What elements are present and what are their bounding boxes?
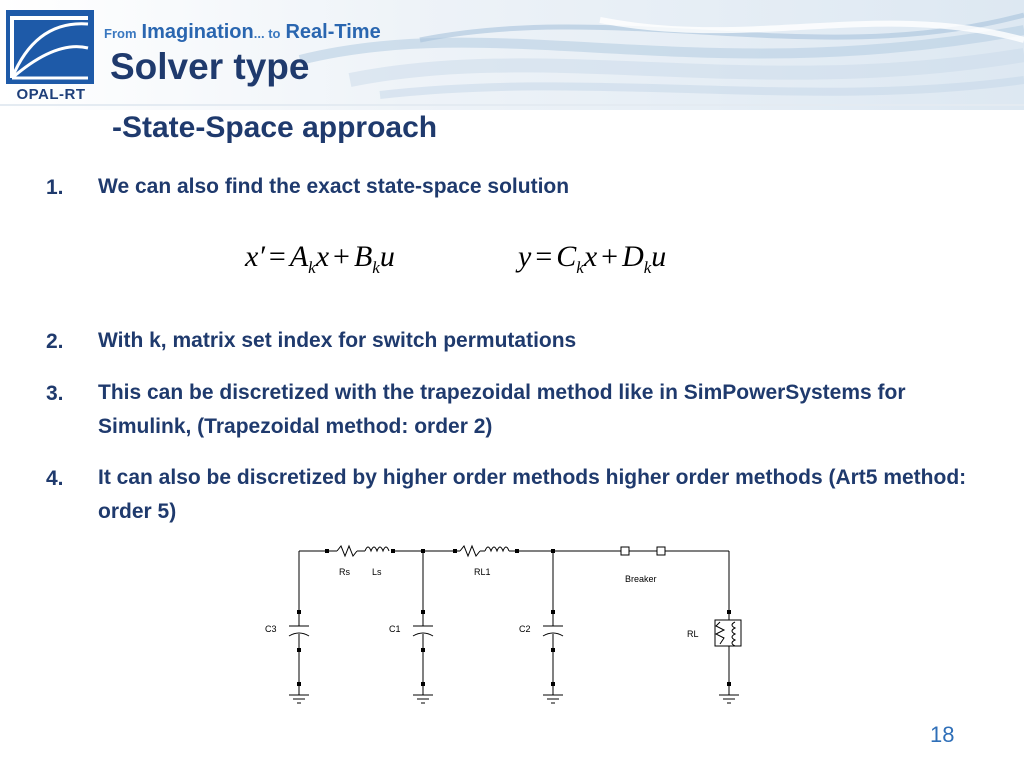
- logo-text: OPAL-RT: [16, 86, 86, 103]
- list-item-text: This can be discretized with the trapezoidal method like in SimPowerSystems for Simulink, (Trapezoidal method: order 2): [98, 381, 906, 438]
- eq-operator: +: [601, 240, 619, 273]
- eq-operator: =: [268, 240, 286, 273]
- eq-term: C: [556, 240, 577, 273]
- eq-term: y: [518, 240, 532, 273]
- page-number: 18: [930, 722, 955, 747]
- eq-term: x: [315, 240, 330, 273]
- tagline-from: From: [104, 26, 137, 41]
- slide-title: Solver type: [110, 46, 310, 87]
- tagline-realtime: Real-Time: [285, 21, 381, 43]
- list-item-number: 4.: [46, 467, 64, 490]
- logo-mark: [6, 10, 94, 84]
- slide-subtitle: -State-Space approach: [112, 111, 438, 144]
- eq-operator: =: [535, 240, 553, 273]
- list-item-text: It can also be discretized by higher order methods higher order methods (Art5 method: order 5): [98, 466, 967, 523]
- list-item-number: 2.: [46, 330, 64, 353]
- eq-term: x: [583, 240, 598, 273]
- eq-subscript: k: [372, 258, 380, 277]
- list-item-text: With k, matrix set index for switch permutations: [98, 329, 577, 352]
- circuit-diagram: [255, 540, 775, 710]
- list-item-number: 1.: [46, 176, 64, 199]
- eq-subscript: k: [643, 258, 652, 277]
- label-rs: Rs: [339, 567, 350, 577]
- eq-term: D: [622, 240, 644, 273]
- label-rl: RL: [687, 629, 699, 639]
- eq-operator: +: [333, 240, 350, 273]
- equation-output: [518, 240, 666, 278]
- label-c3: C3: [265, 624, 277, 634]
- eq-term: B: [353, 240, 373, 273]
- list-item-number: 3.: [46, 382, 64, 405]
- eq-subscript: k: [308, 258, 316, 277]
- eq-subscript: k: [576, 258, 584, 277]
- eq-term: A: [289, 240, 309, 273]
- label-ls: Ls: [372, 567, 382, 577]
- eq-term: x′: [245, 240, 265, 273]
- eq-term: u: [379, 240, 395, 273]
- tagline-to: ... to: [253, 26, 281, 41]
- label-c2: C2: [519, 624, 531, 634]
- equation-state: [245, 240, 395, 278]
- label-c1: C1: [389, 624, 401, 634]
- tagline-imagination: Imagination: [141, 21, 254, 43]
- list-item-text: We can also find the exact state-space solution: [98, 175, 570, 198]
- tagline: [104, 21, 381, 44]
- opal-rt-logo: [6, 10, 96, 108]
- label-breaker: Breaker: [625, 574, 657, 584]
- label-rl1: RL1: [474, 567, 491, 577]
- eq-term: u: [651, 240, 667, 273]
